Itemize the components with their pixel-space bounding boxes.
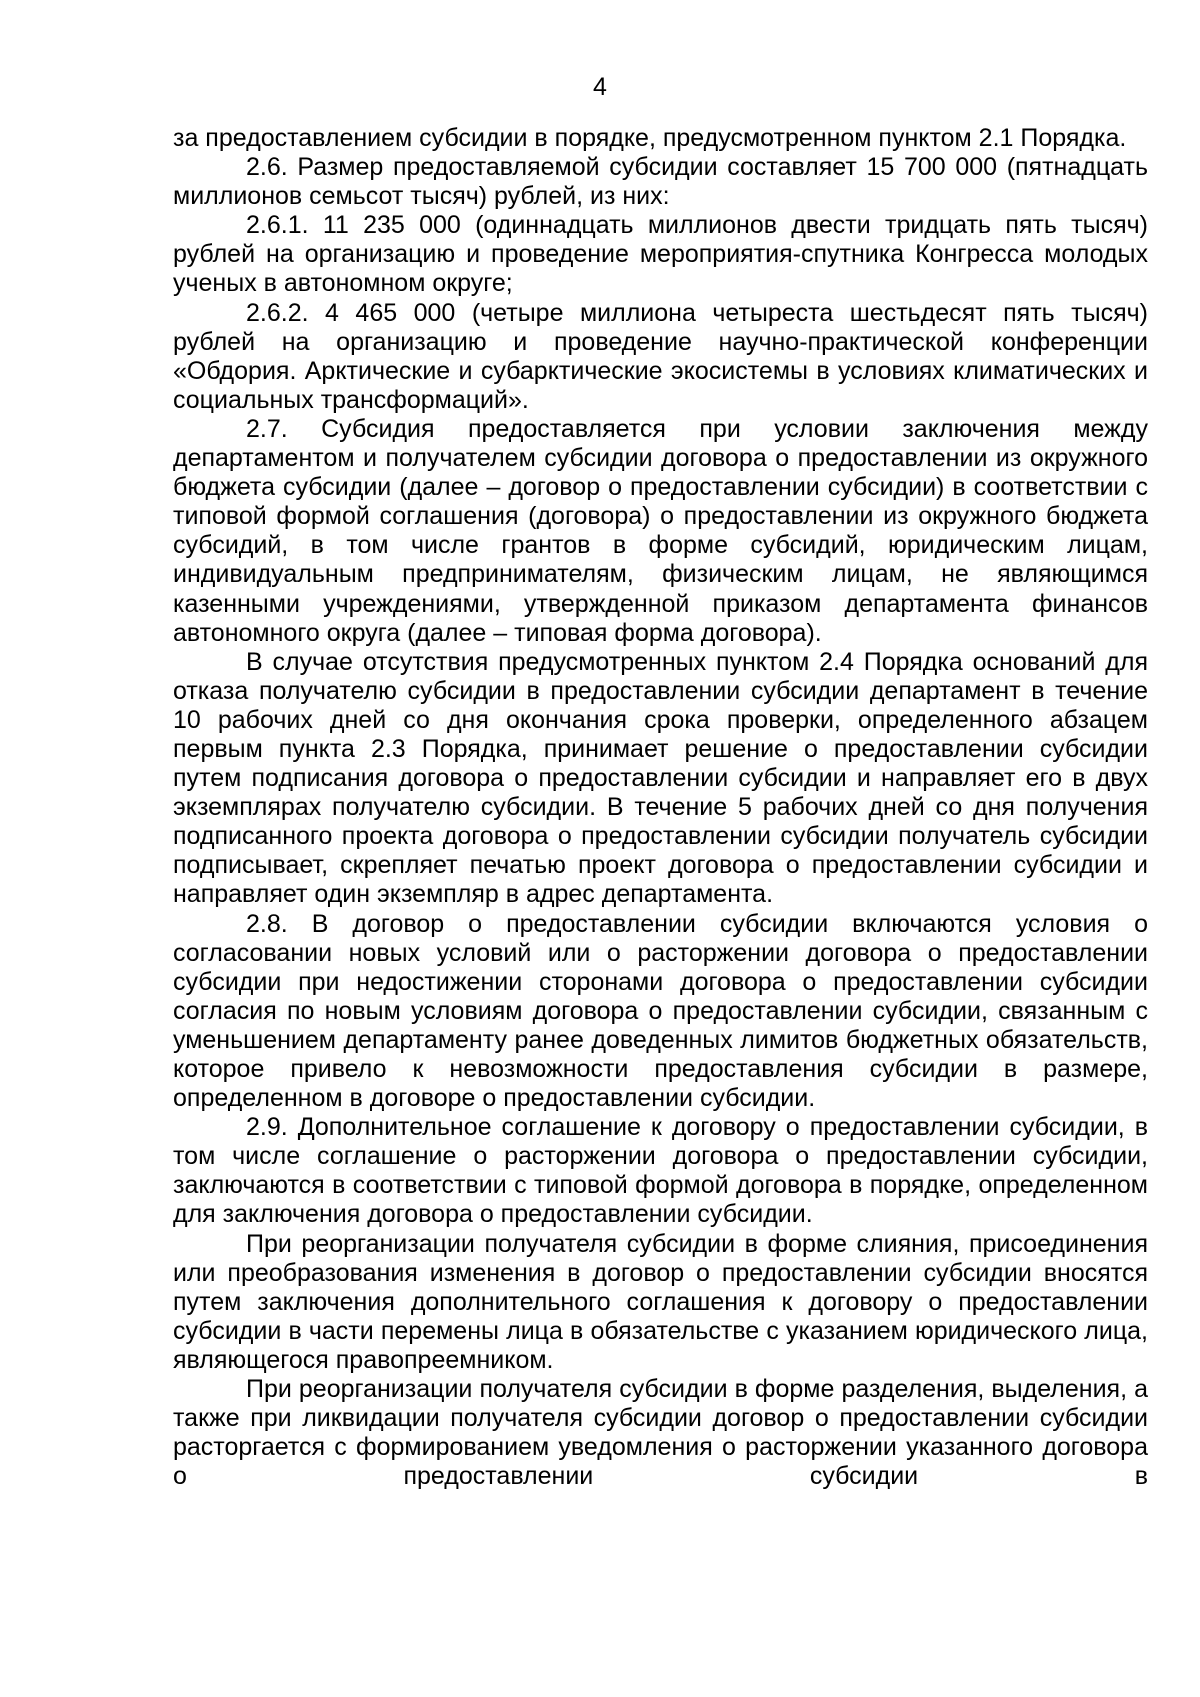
page-number: 4 <box>593 73 607 101</box>
paragraph-reorganization-division: При реорганизации получателя субсидии в форме разделения, выделения, а также при ликвидации получателя субсидии договор о предоставлении субсидии расторгается с формированием уведомления о расторжении указанного договора о предоставлении субсидии в <box>173 1375 1148 1491</box>
paragraph-2-9: 2.9. Дополнительное соглашение к договору о предоставлении субсидии, в том числе соглашение о расторжении договора о предоставлении субсидии, заключаются в соответствии с типовой формой договора в порядке, определенном для заключения договора о предоставлении субсидии. <box>173 1113 1148 1229</box>
paragraph-2-6: 2.6. Размер предоставляемой субсидии составляет 15 700 000 (пятнадцать миллионов семьсот тысяч) рублей, из них: <box>173 153 1148 211</box>
paragraph-2-7: 2.7. Субсидия предоставляется при условии заключения между департаментом и получателем субсидии договора о предоставлении из окружного бюджета субсидии (далее – договор о предоставлении субсидии) в соответствии с типовой формой соглашения (договора) о предоставлении из окружного бюджета субсидий, в том числе грантов в форме субсидий, юридическим лицам, индивидуальным предпринимателям, физическим лицам, не являющимся казенными учреждениями, утвержденной приказом департамента финансов автономного округа (далее – типовая форма договора). <box>173 414 1148 647</box>
paragraph-2-7-contract-procedure: В случае отсутствия предусмотренных пунктом 2.4 Порядка оснований для отказа получателю субсидии в предоставлении субсидии департамент в течение 10 рабочих дней со дня окончания срока проверки, определенного абзацем первым пункта 2.3 Порядка, принимает решение о предоставлении субсидии путем подписания договора о предоставлении субсидии и направляет его в двух экземплярах получателю субсидии. В течение 5 рабочих дней со дня получения подписанного проекта договора о предоставлении субсидии получатель субсидии подписывает, скрепляет печатью проект договора о предоставлении субсидии и направляет один экземпляр в адрес департамента. <box>173 647 1148 909</box>
paragraph-2-6-1: 2.6.1. 11 235 000 (одиннадцать миллионов двести тридцать пять тысяч) рублей на организацию и проведение мероприятия-спутника Конгресса молодых ученых в автономном округе; <box>173 211 1148 298</box>
document-body <box>173 124 1148 1491</box>
paragraph-continuation: за предоставлением субсидии в порядке, предусмотренном пунктом 2.1 Порядка. <box>173 124 1127 152</box>
paragraph-2-6-2: 2.6.2. 4 465 000 (четыре миллиона четыреста шестьдесят пять тысяч) рублей на организацию и проведение научно-практической конференции «Обдория. Арктические и субарктические экосистемы в условиях климатических и социальных трансформаций». <box>173 298 1148 414</box>
paragraph-reorganization-merger: При реорганизации получателя субсидии в форме слияния, присоединения или преобразования изменения в договор о предоставлении субсидии вносятся путем заключения дополнительного соглашения к договору о предоставлении субсидии в части перемены лица в обязательстве с указанием юридического лица, являющегося правопреемником. <box>173 1229 1148 1374</box>
paragraph-2-8: 2.8. В договор о предоставлении субсидии включаются условия о согласовании новых условий или о расторжении договора о предоставлении субсидии при недостижении сторонами договора о предоставлении субсидии согласия по новым условиям договора о предоставлении субсидии, связанным с уменьшением департаменту ранее доведенных лимитов бюджетных обязательств, которое привело к невозможности предоставления субсидии в размере, определенном в договоре о предоставлении субсидии. <box>173 909 1148 1113</box>
